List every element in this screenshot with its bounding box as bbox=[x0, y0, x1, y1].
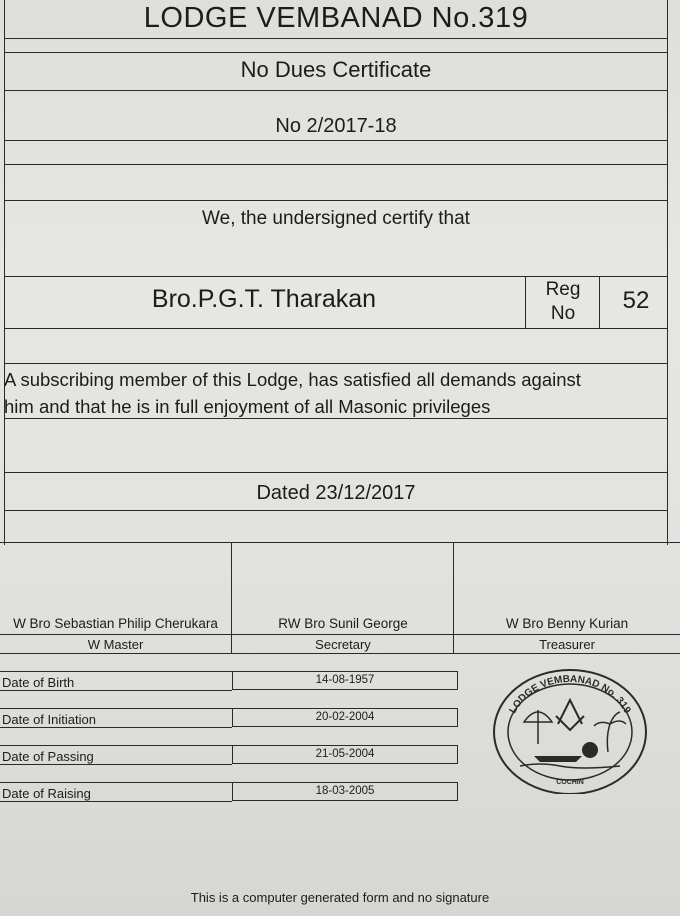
rule bbox=[4, 38, 668, 39]
reg-divider bbox=[525, 276, 526, 328]
footer-note: This is a computer generated form and no signature bbox=[190, 890, 490, 905]
dated-line: Dated 23/12/2017 bbox=[256, 482, 416, 504]
date-label: Date of Birth bbox=[2, 675, 75, 690]
rule bbox=[4, 52, 668, 53]
statement-line1: A subscribing member of this Lodge, has satisfied all demands against bbox=[4, 369, 581, 390]
lodge-title: LODGE VEMBANAD No.319 bbox=[143, 2, 529, 34]
date-value: 20-02-2004 bbox=[315, 711, 375, 723]
certificate-title: No Dues Certificate bbox=[240, 57, 432, 82]
seal-bottom-text: COCHIN bbox=[556, 779, 584, 786]
membership-statement bbox=[4, 366, 672, 420]
signatory-name-secretary: RW Bro Sunil George bbox=[278, 616, 408, 631]
rule bbox=[4, 200, 668, 201]
certificate-number: No 2/2017-18 bbox=[275, 115, 397, 137]
intro-text: We, the undersigned certify that bbox=[202, 208, 470, 229]
rule bbox=[4, 164, 668, 165]
reg-no-value: 52 bbox=[622, 287, 650, 314]
signatory-name-treasurer: W Bro Benny Kurian bbox=[505, 616, 629, 631]
sun-icon bbox=[582, 742, 598, 758]
date-label: Date of Raising bbox=[2, 786, 91, 801]
date-underline bbox=[0, 727, 232, 728]
date-value: 14-08-1957 bbox=[315, 674, 375, 686]
date-underline bbox=[0, 708, 232, 709]
rule bbox=[4, 90, 668, 91]
rule bbox=[4, 510, 668, 511]
statement-line2: him and that he is in full enjoyment of all Masonic privileges bbox=[4, 396, 491, 417]
rule bbox=[4, 328, 668, 329]
rule bbox=[4, 472, 668, 473]
date-underline bbox=[0, 690, 232, 691]
reg-label-line2: No bbox=[550, 303, 576, 324]
lodge-seal-stamp bbox=[490, 664, 650, 794]
date-underline bbox=[0, 801, 232, 802]
signatory-name-master: W Bro Sebastian Philip Cherukara bbox=[13, 616, 218, 631]
rule bbox=[4, 363, 668, 364]
reg-no-label bbox=[527, 278, 599, 326]
date-underline bbox=[0, 671, 232, 672]
date-underline bbox=[0, 782, 232, 783]
square-compass-icon bbox=[556, 700, 584, 730]
member-name: Bro.P.G.T. Tharakan bbox=[151, 285, 377, 313]
rule bbox=[4, 276, 668, 277]
date-value: 18-03-2005 bbox=[315, 785, 375, 797]
date-underline bbox=[0, 745, 232, 746]
sig-rule bbox=[0, 634, 680, 635]
signatory-role-treasurer: Treasurer bbox=[539, 637, 595, 652]
signatory-role-secretary: Secretary bbox=[315, 637, 371, 652]
rule bbox=[4, 140, 668, 141]
sig-rule bbox=[0, 653, 680, 654]
date-label: Date of Initiation bbox=[2, 712, 96, 727]
reg-divider bbox=[599, 276, 600, 328]
date-underline bbox=[0, 764, 232, 765]
signatory-role-master: W Master bbox=[87, 637, 144, 652]
seal-top-text: LODGE VEMBANAD No. 319 bbox=[507, 673, 633, 716]
rule bbox=[0, 542, 680, 543]
palm-tree-icon bbox=[594, 712, 626, 752]
boat-icon bbox=[534, 756, 582, 762]
water-waves-icon bbox=[520, 764, 620, 768]
date-label: Date of Passing bbox=[2, 749, 94, 764]
reg-label-line1: Reg bbox=[545, 279, 581, 300]
date-value: 21-05-2004 bbox=[315, 748, 375, 760]
umbrella-icon bbox=[524, 710, 552, 744]
